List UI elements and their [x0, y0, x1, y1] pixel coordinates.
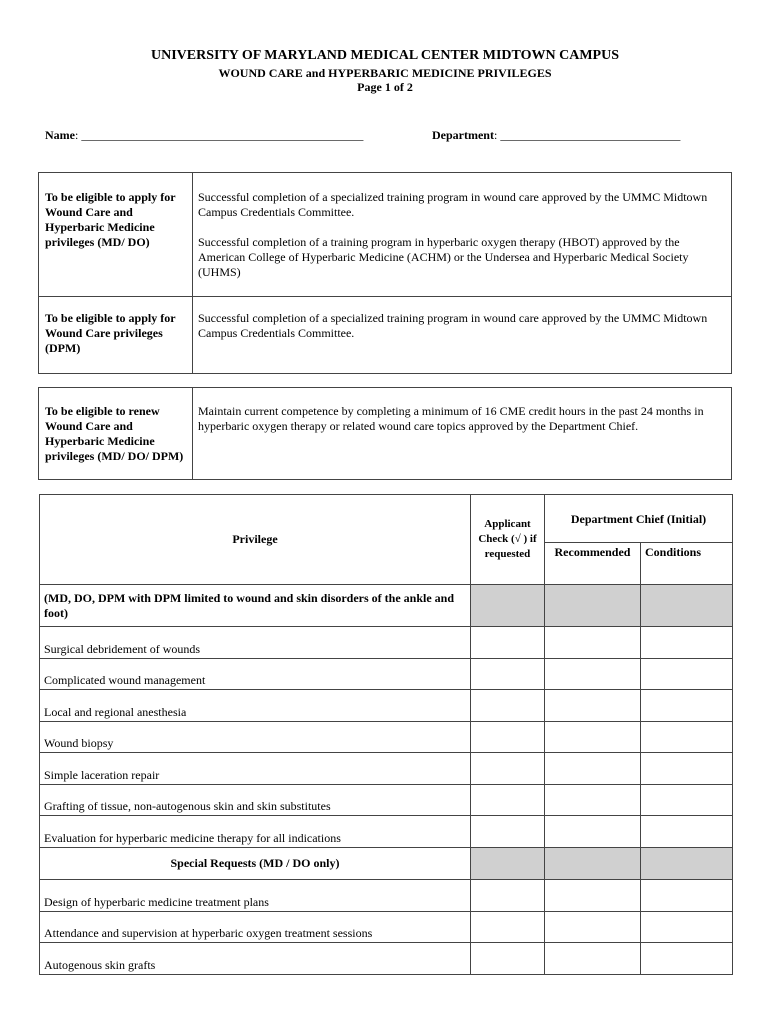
renewal-label: To be eligible to renew Wound Care and Hyperbaric Medicine privileges (MD/ DO/ DPM) [39, 388, 193, 480]
privilege-item: Design of hyperbaric medicine treatment plans [40, 880, 471, 912]
name-line: : _______________________________________________ [75, 128, 364, 142]
shaded-cell [545, 848, 641, 880]
conditions-cell[interactable] [641, 627, 733, 659]
table-row [40, 690, 733, 722]
shaded-cell [545, 585, 641, 627]
conditions-cell[interactable] [641, 690, 733, 722]
department-line: : ______________________________ [493, 128, 681, 142]
name-field[interactable] [45, 128, 363, 143]
recommended-cell[interactable] [545, 690, 641, 722]
recommended-column-header: Recommended [545, 543, 641, 585]
privilege-item: Attendance and supervision at hyperbaric oxygen treatment sessions [40, 912, 471, 943]
applicant-check-cell[interactable] [471, 659, 545, 690]
applicant-check-cell[interactable] [471, 912, 545, 943]
applicant-column-header: Applicant Check (√ ) if requested [471, 495, 545, 585]
table-row [40, 816, 733, 848]
document-subtitle: WOUND CARE and HYPERBARIC MEDICINE PRIVILEGES [218, 66, 552, 80]
table-row [40, 785, 733, 816]
section-row [40, 585, 733, 627]
conditions-cell[interactable] [641, 753, 733, 785]
renewal-table [38, 387, 732, 480]
section-heading: (MD, DO, DPM with DPM limited to wound and skin disorders of the ankle and foot) [40, 585, 471, 627]
privileges-header-row [40, 495, 733, 543]
recommended-cell[interactable] [545, 785, 641, 816]
applicant-check-cell[interactable] [471, 816, 545, 848]
shaded-cell [641, 848, 733, 880]
applicant-check-cell[interactable] [471, 880, 545, 912]
requirement-text: Successful completion of a training program in hyperbaric oxygen therapy (HBOT) approved by the American College of Hyperbaric Medicine (ACHM) or the Undersea and Hyperbaric Medical Society (UHMS) [198, 235, 689, 279]
applicant-check-cell[interactable] [471, 722, 545, 753]
requirement-text: Successful completion of a specialized training program in wound care approved by the UMMC Midtown Campus Credentials Committee. [198, 190, 708, 219]
document-title: UNIVERSITY OF MARYLAND MEDICAL CENTER MIDTOWN CAMPUS [150, 48, 619, 63]
applicant-check-cell[interactable] [471, 943, 545, 975]
conditions-cell[interactable] [641, 943, 733, 975]
department-label: Department [432, 128, 494, 142]
name-label: Name [45, 128, 75, 142]
conditions-cell[interactable] [641, 722, 733, 753]
eligibility-label: To be eligible to apply for Wound Care and Hyperbaric Medicine privileges (MD/ DO) [39, 173, 193, 297]
privilege-item: Complicated wound management [40, 659, 471, 690]
privilege-item: Grafting of tissue, non-autogenous skin and skin substitutes [40, 785, 471, 816]
applicant-check-cell[interactable] [471, 627, 545, 659]
renewal-row [39, 388, 732, 480]
privilege-item: Surgical debridement of wounds [40, 627, 471, 659]
renewal-requirements: Maintain current competence by completing a minimum of 16 CME credit hours in the past 24 months in hyperbaric oxygen therapy or related wound care topics approved by the Department Chief. [193, 388, 732, 480]
privilege-item: Local and regional anesthesia [40, 690, 471, 722]
conditions-cell[interactable] [641, 659, 733, 690]
page-number: Page 1 of 2 [357, 80, 413, 94]
section-row [40, 848, 733, 880]
department-chief-header: Department Chief (Initial) [545, 495, 733, 543]
table-row [40, 880, 733, 912]
requirement-text: Successful completion of a specialized training program in wound care approved by the UMMC Midtown Campus Credentials Committee. [198, 311, 708, 340]
shaded-cell [471, 585, 545, 627]
eligibility-requirements [193, 173, 732, 297]
table-row [40, 753, 733, 785]
conditions-cell[interactable] [641, 912, 733, 943]
conditions-cell[interactable] [641, 880, 733, 912]
privilege-column-header: Privilege [40, 495, 471, 585]
privileges-table [39, 494, 733, 975]
shaded-cell [641, 585, 733, 627]
eligibility-requirements [193, 297, 732, 374]
privilege-item: Simple laceration repair [40, 753, 471, 785]
privilege-item: Autogenous skin grafts [40, 943, 471, 975]
table-row [40, 912, 733, 943]
shaded-cell [471, 848, 545, 880]
conditions-cell[interactable] [641, 816, 733, 848]
recommended-cell[interactable] [545, 722, 641, 753]
recommended-cell[interactable] [545, 816, 641, 848]
privilege-item: Wound biopsy [40, 722, 471, 753]
eligibility-row-dpm [39, 297, 732, 374]
applicant-check-cell[interactable] [471, 690, 545, 722]
privilege-item: Evaluation for hyperbaric medicine therapy for all indications [40, 816, 471, 848]
table-row [40, 659, 733, 690]
recommended-cell[interactable] [545, 912, 641, 943]
eligibility-table [38, 172, 732, 374]
recommended-cell[interactable] [545, 943, 641, 975]
recommended-cell[interactable] [545, 659, 641, 690]
recommended-cell[interactable] [545, 753, 641, 785]
conditions-cell[interactable] [641, 785, 733, 816]
recommended-cell[interactable] [545, 627, 641, 659]
conditions-column-header: Conditions [641, 543, 733, 585]
section-heading: Special Requests (MD / DO only) [40, 848, 471, 880]
table-row [40, 627, 733, 659]
department-field[interactable] [432, 128, 680, 143]
table-row [40, 943, 733, 975]
applicant-check-cell[interactable] [471, 753, 545, 785]
table-row [40, 722, 733, 753]
recommended-cell[interactable] [545, 880, 641, 912]
eligibility-label: To be eligible to apply for Wound Care privileges (DPM) [39, 297, 193, 374]
eligibility-row-md-do [39, 173, 732, 297]
applicant-check-cell[interactable] [471, 785, 545, 816]
